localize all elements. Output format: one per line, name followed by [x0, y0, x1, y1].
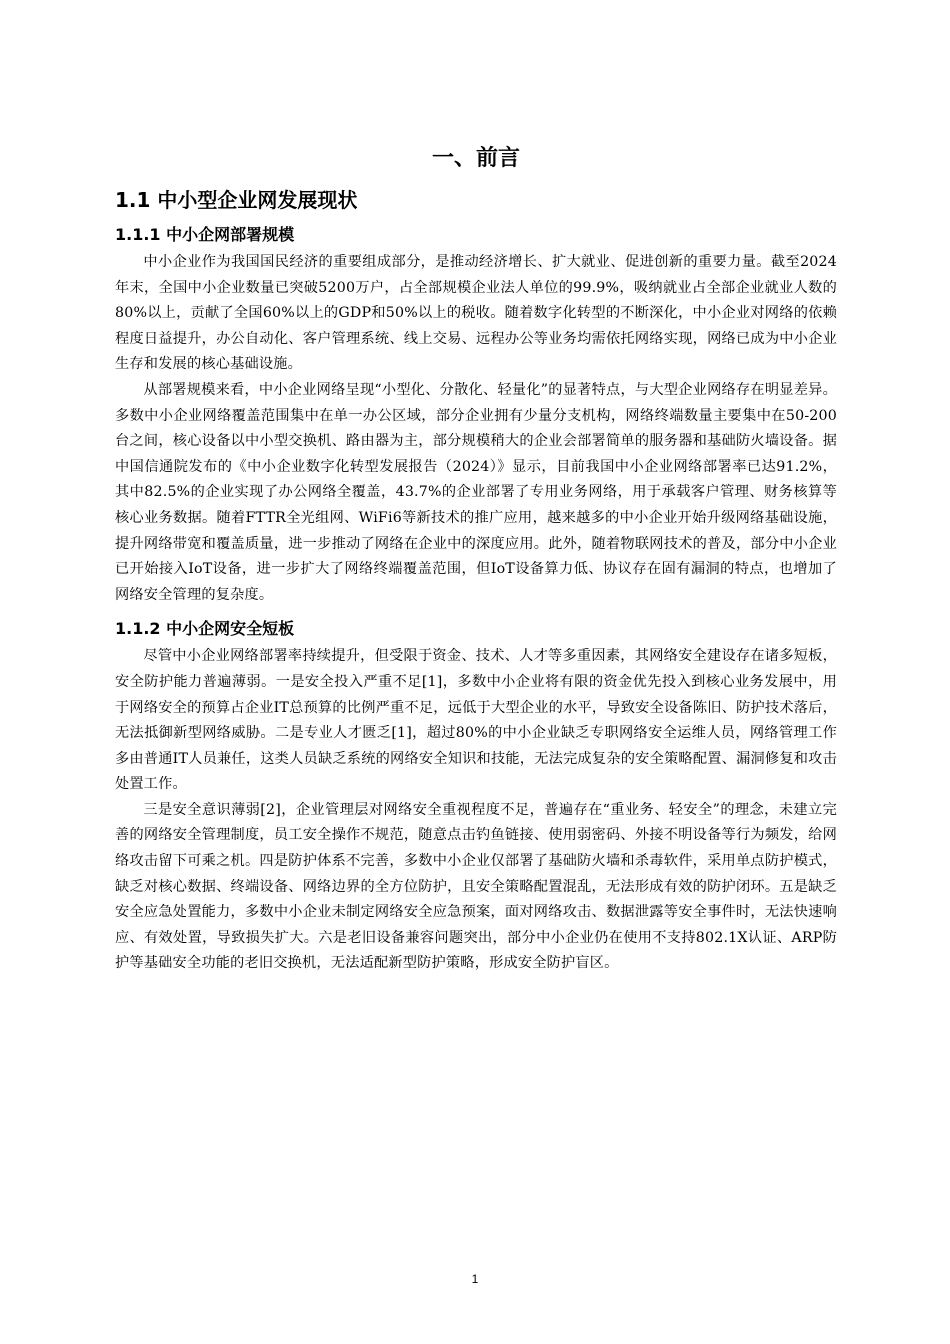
chapter-title: 一、前言 [431, 146, 520, 171]
paragraph: 三是安全意识薄弱[2]，企业管理层对网络安全重视程度不足，普遍存在“重业务、轻安全”的理念，未建立完善的网络安全管理制度，员工安全操作不规范，随意点击钓鱼链接、使用弱密码、外接不明设备等行为频发，给网络攻击留下可乘之机。四是防护体系不完善，多数中小企业仅部署了基础防火墙和杀毒软件，采用单点防护模式，缺乏对核心数据、终端设备、网络边界的全方位防护，且安全策略配置混乱，无法形成有效的防护闭环。五是缺乏安全应急处置能力，多数中小企业未制定网络安全应急预案，面对网络攻击、数据泄露等安全事件时，无法快速响应、有效处置，导致损失扩大。六是老旧设备兼容问题突出，部分中小企业仍在使用不支持802.1X认证、ARP防护等基础安全功能的老旧交换机，无法适配新型防护策略，形成安全防护盲区。 [115, 801, 837, 972]
paragraph: 中小企业作为我国国民经济的重要组成部分，是推动经济增长、扩大就业、促进创新的重要力量。截至2024年末，全国中小企业数量已突破5200万户，占全部规模企业法人单位的99.9%，吸纳就业占全部企业就业人数的80%以上，贡献了全国60%以上的GDP和50%以上的税收。随着数字化转型的不断深化，中小企业对网络的依赖程度日益提升，办公自动化、客户管理系统、线上交易、远程办公等业务均需依托网络实现，网络已成为中小企业生存和发展的核心基础设施。 [115, 254, 837, 373]
subsection-heading-security: 1.1.2 中小企网安全短板 [115, 619, 295, 639]
subsection-heading-deployment: 1.1.1 中小企网部署规模 [115, 225, 295, 244]
page-content [115, 142, 837, 977]
section-heading: 1.1 中小型企业网发展现状 [115, 188, 358, 212]
paragraph: 从部署规模来看，中小企业网络呈现“小型化、分散化、轻量化”的显著特点，与大型企业网络存在明显差异。多数中小企业网络覆盖范围集中在单一办公区域，部分企业拥有少量分支机构，网络终端数量主要集中在50-200台之间，核心设备以中小型交换机、路由器为主，部分规模稍大的企业会部署简单的服务器和基础防火墙设备。据中国信通院发布的《中小企业数字化转型发展报告（2024）》显示，目前我国中小企业网络部署率已达91.2%，其中82.5%的企业实现了办公网络全覆盖，43.7%的企业部署了专用业务网络，用于承载客户管理、财务核算等核心业务数据。随着FTTR全光组网、WiFi6等新技术的推广应用，越来越多的中小企业开始升级网络基础设施，提升网络带宽和覆盖质量，进一步推动了网络在企业中的深度应用。此外，随着物联网技术的普及，部分中小企业已开始接入IoT设备，进一步扩大了网络终端覆盖范围，但IoT设备算力低、协议存在固有漏洞的特点，也增加了网络安全管理的复杂度。 [115, 381, 837, 603]
page-number: 1 [471, 1272, 479, 1286]
paragraph: 尽管中小企业网络部署率持续提升，但受限于资金、技术、人才等多重因素，其网络安全建设存在诸多短板，安全防护能力普遍薄弱。一是安全投入严重不足[1]，多数中小企业将有限的资金优先投入到核心业务发展中，用于网络安全的预算占企业IT总预算的比例严重不足，远低于大型企业的水平，导致安全设备陈旧、防护技术落后，无法抵御新型网络威胁。二是专业人才匮乏[1]，超过80%的中小企业缺乏专职网络安全运维人员，网络管理工作多由普通IT人员兼任，这类人员缺乏系统的网络安全知识和技能，无法完成复杂的安全策略配置、漏洞修复和攻击处置工作。 [115, 648, 837, 793]
